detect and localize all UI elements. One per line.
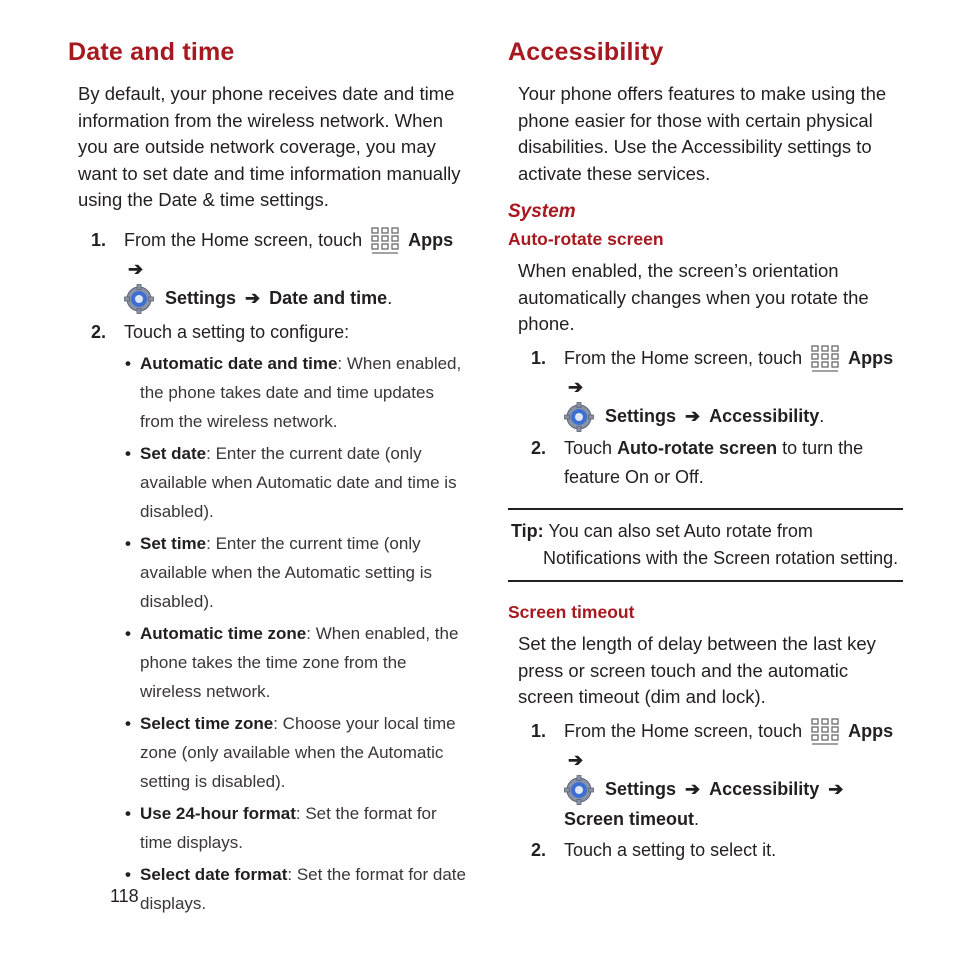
auto-rotate-heading: Auto-rotate screen [508, 229, 664, 249]
step-2 [508, 836, 903, 865]
arrow-icon: ➔ [828, 778, 844, 799]
option-desc: : Set the format for date displays. [140, 865, 466, 913]
step-2 [68, 318, 468, 347]
step-text: Touch a setting to configure: [124, 322, 350, 342]
left-column [68, 38, 468, 918]
step-1 [68, 226, 468, 315]
screen-timeout-heading: Screen timeout [508, 602, 635, 622]
tip-label: Tip: [511, 521, 544, 541]
bullet-item [68, 529, 468, 616]
bullet-dot: • [125, 534, 131, 553]
step-number: 2. [91, 322, 107, 342]
screen-timeout-desc: Set the length of delay between the last key press or screen touch and the automatic screen timeout (dim and lock). [518, 633, 876, 707]
step-number: 1. [531, 720, 547, 741]
settings-label: Settings [605, 405, 677, 426]
apps-grid-icon [371, 227, 399, 255]
bullet-dot: • [125, 804, 131, 823]
apps-label: Apps [408, 229, 454, 250]
period: . [387, 287, 393, 308]
auto-rotate-desc: When enabled, the screen’s orientation automatically changes when you rotate the phone. [518, 260, 869, 334]
settings-label: Settings [165, 287, 237, 308]
option-label: Automatic date and time [140, 354, 338, 373]
step-text: From the Home screen, touch [124, 229, 363, 250]
bullet-dot: • [125, 714, 131, 733]
bullet-dot: • [125, 444, 131, 463]
page-number: 118 [110, 886, 139, 906]
system-heading: System [508, 201, 576, 222]
option-desc: : Set the format for time displays. [140, 804, 437, 852]
arrow-icon: ➔ [245, 287, 261, 308]
apps-label: Apps [848, 720, 894, 741]
tip-box [508, 508, 903, 582]
step-text: Touch a setting to select it. [564, 840, 777, 860]
option-label: Automatic time zone [140, 624, 307, 643]
bullet-dot: • [125, 865, 131, 884]
option-label: Use 24-hour format [140, 804, 296, 823]
step-text: From the Home screen, touch [564, 347, 803, 368]
section-title-date-time: Date and time [68, 38, 235, 66]
date-time-steps [68, 226, 468, 348]
bullet-dot: • [125, 354, 131, 373]
date-time-options [68, 349, 468, 918]
option-desc: : When enabled, the phone takes date and time updates from the wireless network. [140, 354, 462, 431]
apps-grid-icon [811, 718, 839, 746]
step-text: From the Home screen, touch [564, 720, 803, 741]
accessibility-intro: Your phone offers features to make using the phone easier for those with certain physical disabilities. Use the Accessibility settings to activate these services. [518, 83, 887, 184]
option-label: Select date format [140, 865, 288, 884]
right-column [508, 38, 903, 865]
period: . [694, 809, 700, 829]
screen-timeout-target: Screen timeout [564, 809, 695, 829]
apps-grid-icon [811, 345, 839, 373]
step-1 [508, 344, 903, 433]
option-label: Set date [140, 444, 207, 463]
bullet-item [68, 439, 468, 526]
step-number: 2. [531, 840, 547, 860]
settings-label: Settings [605, 778, 677, 799]
auto-rotate-steps [508, 344, 903, 493]
arrow-icon: ➔ [685, 405, 701, 426]
bullet-dot: • [125, 624, 131, 643]
arrow-icon: ➔ [568, 749, 584, 770]
step-text: Touch [564, 438, 613, 458]
settings-gear-icon [564, 402, 594, 432]
period: . [819, 405, 825, 426]
option-label: Select time zone [140, 714, 274, 733]
step-number: 2. [531, 438, 547, 458]
accessibility-label: Accessibility [709, 778, 820, 799]
date-time-intro: By default, your phone receives date and time information from the wireless network. When you are outside network coverage, you may want to set date and time information manually using the Date & time settings. [78, 83, 461, 210]
step-1 [508, 717, 903, 835]
bullet-item [68, 709, 468, 796]
settings-gear-icon [124, 284, 154, 314]
date-time-target: Date and time [269, 287, 388, 308]
arrow-icon: ➔ [685, 778, 701, 799]
step-number: 1. [531, 347, 547, 368]
settings-gear-icon [564, 775, 594, 805]
option-label: Set time [140, 534, 207, 553]
screen-timeout-steps [508, 717, 903, 866]
bullet-item [68, 619, 468, 706]
step-2 [508, 434, 903, 492]
option-desc: : Enter the current date (only available when Automatic date and time is disabled). [140, 444, 457, 521]
option-desc: : When enabled, the phone takes the time zone from the wireless network. [140, 624, 459, 701]
bullet-item [68, 799, 468, 857]
arrow-icon: ➔ [568, 376, 584, 397]
auto-rotate-label: Auto-rotate screen [617, 438, 778, 458]
step-text: to turn the feature On or Off. [564, 438, 864, 487]
tip-text: You can also set Auto rotate from Notifications with the Screen rotation setting. [543, 521, 899, 568]
option-desc: : Choose your local time zone (only available when the Automatic setting is disabled). [140, 714, 456, 791]
bullet-item [68, 349, 468, 436]
arrow-icon: ➔ [128, 258, 144, 279]
section-title-accessibility: Accessibility [508, 38, 664, 66]
accessibility-target: Accessibility [709, 405, 820, 426]
step-number: 1. [91, 229, 107, 250]
apps-label: Apps [848, 347, 894, 368]
option-desc: : Enter the current time (only available when the Automatic setting is disabled). [140, 534, 433, 611]
